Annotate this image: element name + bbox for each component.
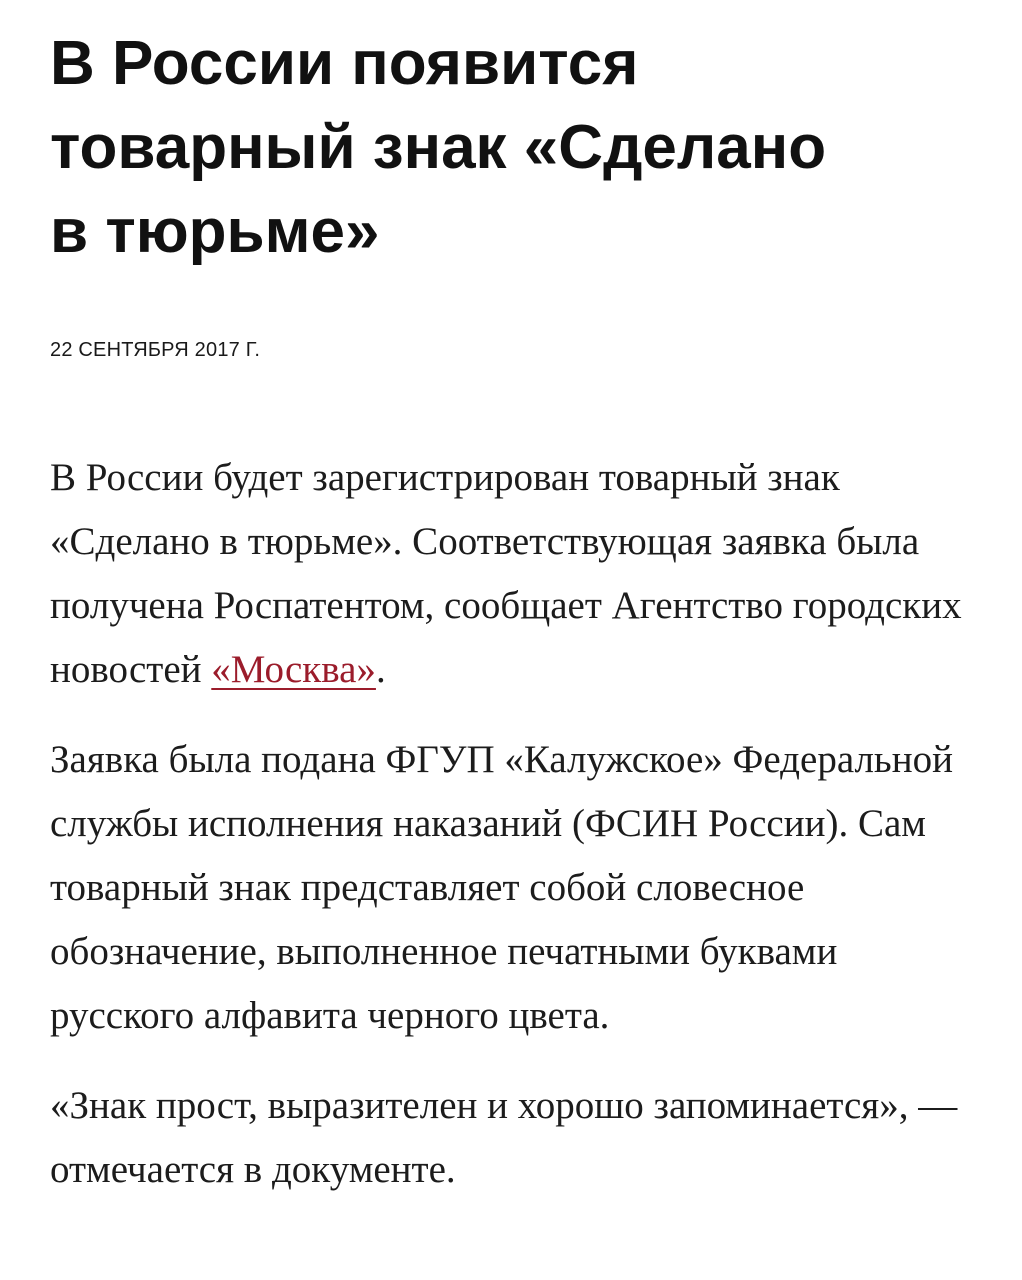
article xyxy=(50,0,980,1228)
paragraph-2: Заявка была подана ФГУП «Калужское» Федеральной службы исполнения наказаний (ФСИН России). Сам товарный знак представляет собой словесное обозначение, выполненное печатными буквами русского алфавита черного цвета. xyxy=(50,738,953,1037)
paragraph-1-text: В России будет зарегистрирован товарный знак «Сделано в тюрьме». Соответствующая заявка была получена Роспатентом, сообщает Агентство городских новостей xyxy=(50,456,962,691)
article-title xyxy=(50,0,980,274)
title-line-1: В России появится xyxy=(50,29,639,98)
title-line-3: в тюрьме» xyxy=(50,197,380,266)
publication-date: 22 СЕНТЯБРЯ 2017 Г. xyxy=(50,339,261,361)
moskva-agency-link[interactable]: «Москва» xyxy=(211,648,376,691)
paragraph-1 xyxy=(50,446,980,702)
article-body xyxy=(50,446,980,1202)
paragraph-1-end: . xyxy=(375,648,386,691)
title-line-2: товарный знак «Сделано xyxy=(50,113,827,182)
paragraph-3: «Знак прост, выразителен и хорошо запоминается», — отмечается в документе. xyxy=(50,1084,958,1191)
